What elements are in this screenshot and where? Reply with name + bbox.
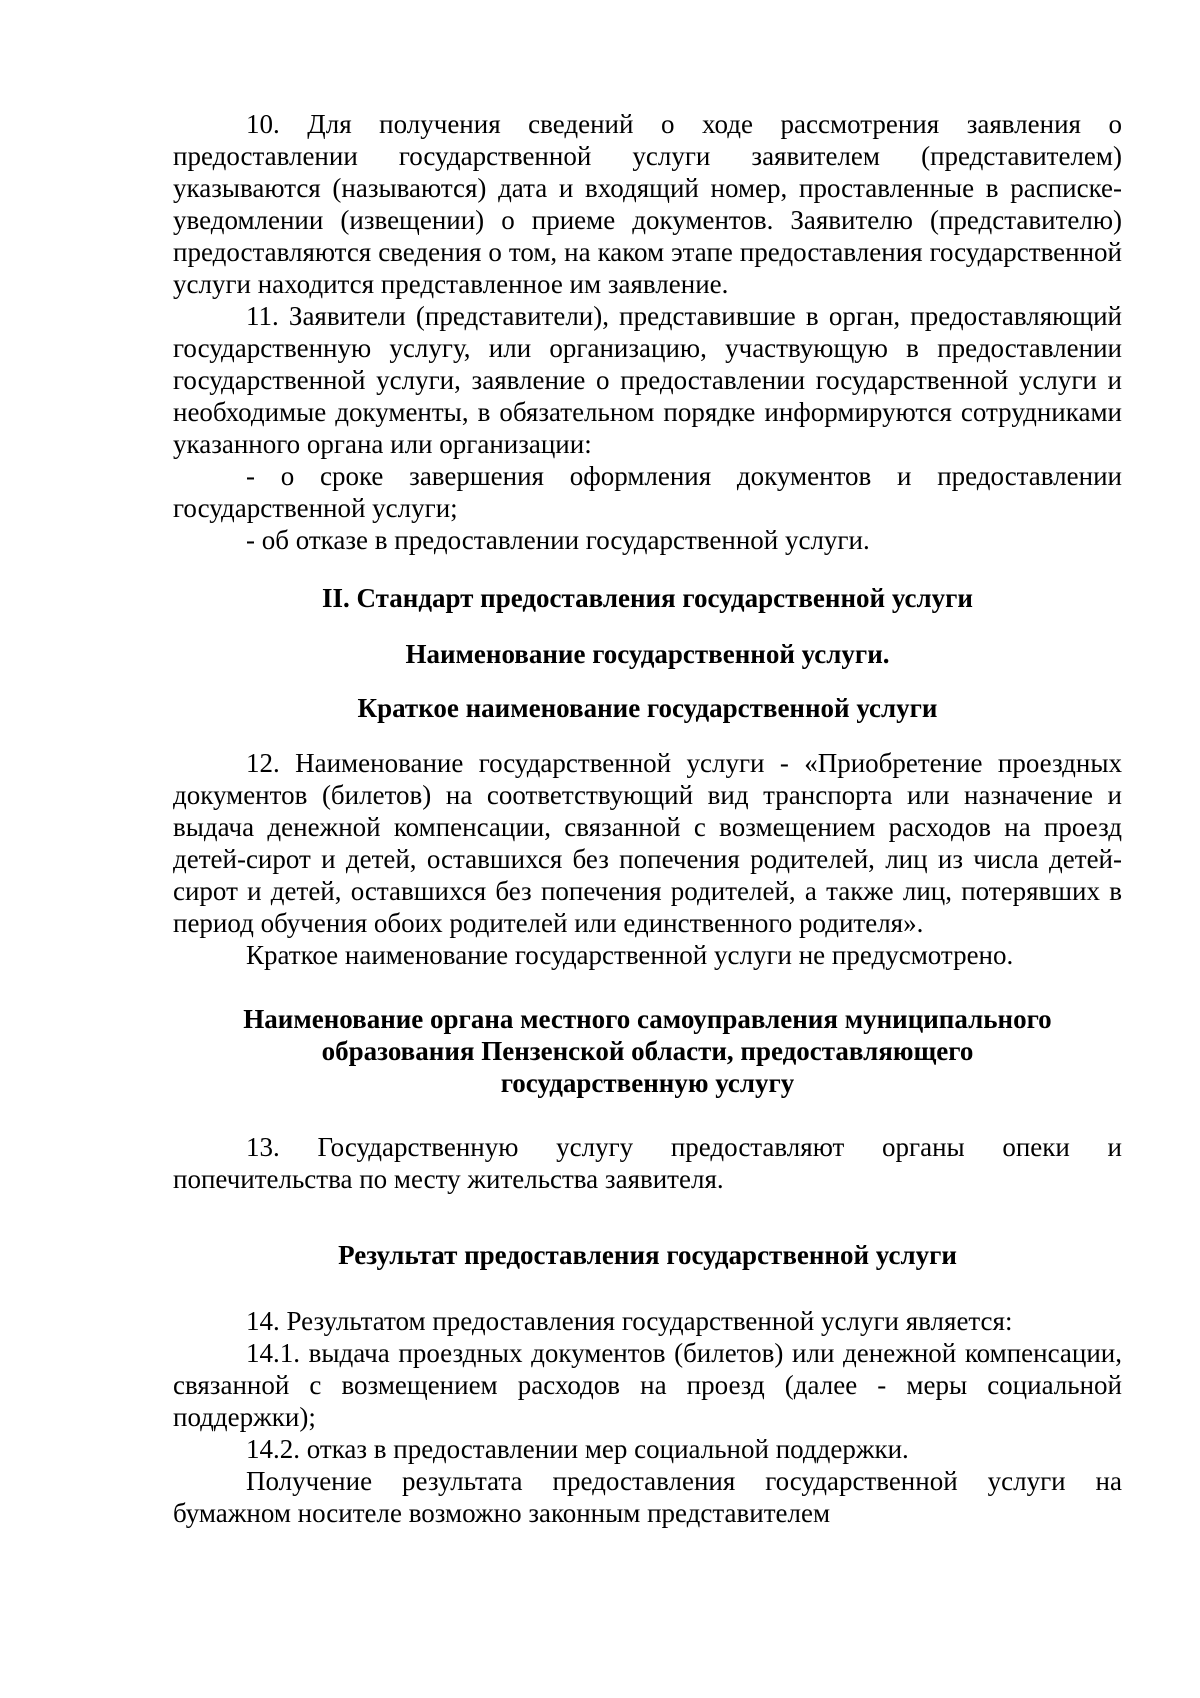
paragraph-14-last: Получение результата предоставления государственной услуги на бумажном носителе возможно законным представителем — [173, 1466, 1122, 1528]
paragraph-13: 13. Государственную услугу предоставляют органы опеки и попечительства по месту жительства заявителя. — [173, 1132, 1122, 1194]
heading-service-short-name: Краткое наименование государственной услуги — [357, 693, 938, 723]
paragraph-14-1: 14.1. выдача проездных документов (билетов) или денежной компенсации, связанной с возмещением расходов на проезд (далее - меры социальной поддержки); — [173, 1338, 1122, 1432]
document-page — [173, 108, 1122, 1529]
paragraph-14: 14. Результатом предоставления государственной услуги является: — [246, 1306, 1013, 1336]
paragraph-14-2: 14.2. отказ в предоставлении мер социальной поддержки. — [246, 1434, 909, 1464]
paragraph-11-item-1: - о сроке завершения оформления документов и предоставлении государственной услуги; — [173, 461, 1122, 523]
paragraph-11-item-2: - об отказе в предоставлении государственной услуги. — [246, 525, 870, 555]
heading-organ — [173, 1003, 1122, 1099]
section-heading: II. Стандарт предоставления государственной услуги — [322, 583, 973, 613]
paragraph-12: 12. Наименование государственной услуги - «Приобретение проездных документов (билетов) на соответствующий вид транспорта или назначение и выдача денежной компенсации, связанной с возмещением расходов на проезд детей-сирот и детей, оставшихся без попечения родителей, лиц из числа детей-сирот и детей, оставшихся без попечения родителей, а также лиц, потерявших в период обучения обоих родителей или единственного родителя». — [173, 748, 1122, 938]
heading-organ-line-2: образования Пензенской области, предоставляющего — [321, 1036, 974, 1066]
heading-organ-line-1: Наименование органа местного самоуправления муниципального — [243, 1004, 1052, 1034]
paragraph-12-short-name: Краткое наименование государственной услуги не предусмотрено. — [246, 940, 1014, 970]
paragraph-11: 11. Заявители (представители), представившие в орган, предоставляющий государственную услугу, или организацию, участвующую в предоставлении государственной услуги, заявление о предоставлении государственной услуги и необходимые документы, в обязательном порядке информируются сотрудниками указанного органа или организации: — [173, 301, 1122, 459]
heading-service-name: Наименование государственной услуги. — [405, 639, 890, 669]
paragraph-10: 10. Для получения сведений о ходе рассмотрения заявления о предоставлении государственной услуги заявителем (представителем) указываются (называются) дата и входящий номер, проставленные в расписке-уведомлении (извещении) о приеме документов. Заявителю (представителю) предоставляются сведения о том, на каком этапе предоставления государственной услуги находится представленное им заявление. — [173, 109, 1122, 299]
heading-result: Результат предоставления государственной услуги — [338, 1240, 957, 1270]
heading-organ-line-3: государственную услугу — [500, 1068, 795, 1098]
